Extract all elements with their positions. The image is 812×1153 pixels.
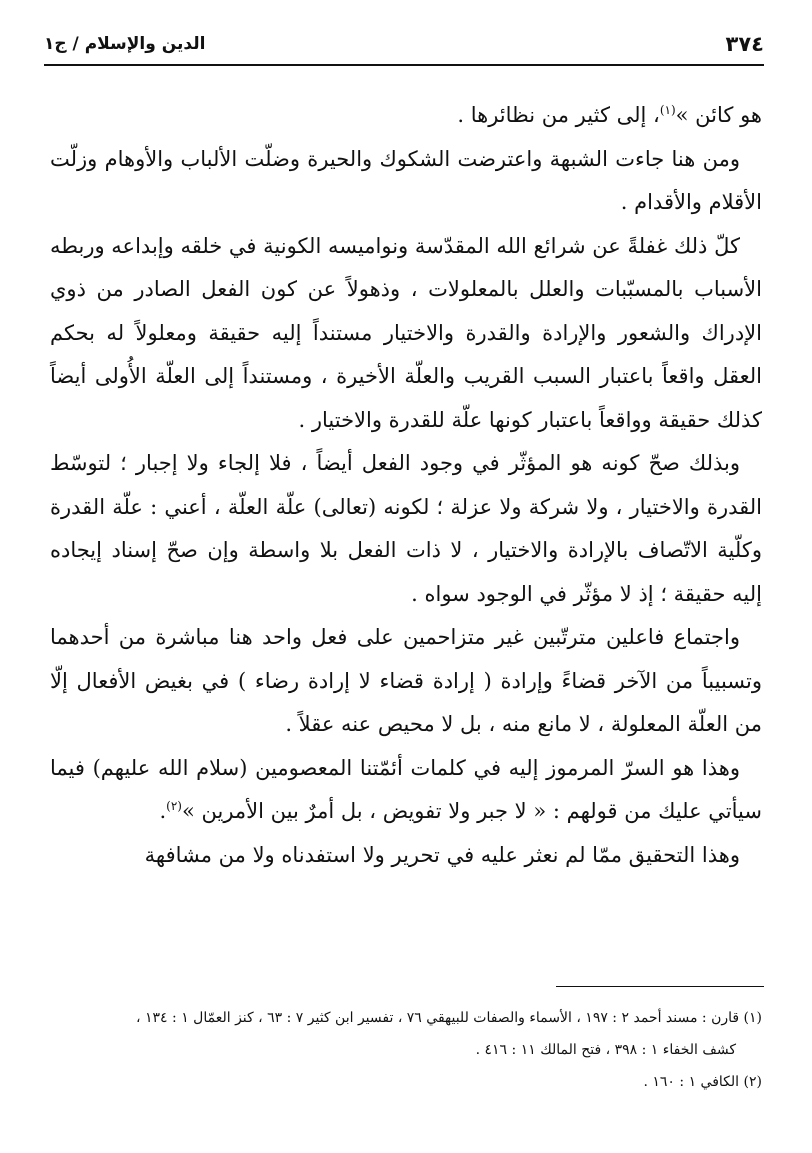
- paragraph-text: وهذا هو السرّ المرموز إليه في كلمات أئمّتنا المعصومين (سلام الله عليهم) فيما سيأتي عليك من قولهم : « لا جبر ولا تفويض ، بل أمرٌ بين الأمرين »: [50, 755, 762, 823]
- paragraph: [50, 834, 762, 878]
- footnote-2: (٢) الكافي ١ : ١٦٠ .: [643, 1074, 762, 1090]
- paragraph-text-continued: .: [159, 799, 167, 823]
- paragraph-text: كلّ ذلك غفلةً عن شرائع الله المقدّسة ونواميسه الكونية في خلقه وإبداعه وربطه الأسباب بالمسبّبات والعلل بالمعلولات ، وذهولاً عن كون الفعل الصادر من ذوي الإدراك والشعور والإرادة والقدرة والاختيار مستنداً إليه حقيقة ومعلولاً له بحكم العقل واقعاً باعتبار السبب القريب والعلّة الأخيرة ، ومستنداً إلى العلّة الأُولى أيضاً كذلك حقيقة وواقعاً باعتبار كونها علّة للقدرة والاختيار .: [50, 233, 762, 432]
- paragraph-text-continued: ، إلى كثير من نظائرها .: [457, 103, 660, 127]
- paragraph-text: هو كائن »: [675, 103, 762, 127]
- paragraph: [50, 442, 762, 616]
- paragraph-text: وهذا التحقيق ممّا لم نعثر عليه في تحرير ولا استفدناه ولا من مشافهة: [144, 842, 740, 867]
- paragraph: [50, 94, 762, 138]
- footnote-marker: (٢): [166, 799, 182, 813]
- paragraph-text: واجتماع فاعلين مترتّبين غير متزاحمين على فعل واحد هنا مباشرة من أحدهما وتسبيباً من الآخر قضاءً وإرادة ( إرادة قضاء لا إرادة رضاء ) في بغيض الأفعال إلّا من العلّة المعلولة ، لا مانع منه ، بل لا محيص عنه عقلاً .: [50, 625, 762, 736]
- paragraph: [50, 225, 762, 443]
- page-header: [44, 30, 764, 66]
- paragraph-text: ومن هنا جاءت الشبهة واعترضت الشكوك والحيرة وضلّت الألباب والأوهام وزلّت الأقلام والأقدام .: [50, 146, 762, 214]
- footnote-divider: [556, 986, 764, 987]
- paragraph: [50, 747, 762, 834]
- page-number: ٣٧٤: [725, 32, 764, 56]
- paragraph: [50, 616, 762, 747]
- body-text: [50, 94, 762, 877]
- footnote-1-continued: كشف الخفاء ١ : ٣٩٨ ، فتح المالك ١١ : ٤١٦ .: [475, 1042, 736, 1058]
- paragraph-text: وبذلك صحّ كونه هو المؤثّر في وجود الفعل أيضاً ، فلا إلجاء ولا إجبار ؛ لتوسّط القدرة والاختيار ، ولا شركة ولا عزلة ؛ لكونه (تعالى) علّة العلّة ، أعني : علّة القدرة وكلّية الاتّصاف بالإرادة والاختيار ، لا ذات الفعل بلا واسطة وإن صحّ إسناد إيجاده إليه حقيقة ؛ إذ لا مؤثّر في الوجود سواه .: [50, 451, 762, 606]
- running-title: الدين والإسلام / ج١: [44, 34, 206, 54]
- footnote-1: (١) قارن : مسند أحمد ٢ : ١٩٧ ، الأسماء والصفات للبيهقي ٧٦ ، تفسير ابن كثير ٧ : ٦٣ ، كنز العمّال ١ : ١٣٤ ،: [136, 1010, 762, 1026]
- paragraph: [50, 138, 762, 225]
- footnote-marker: (١): [659, 103, 676, 117]
- footnotes: [46, 1002, 762, 1098]
